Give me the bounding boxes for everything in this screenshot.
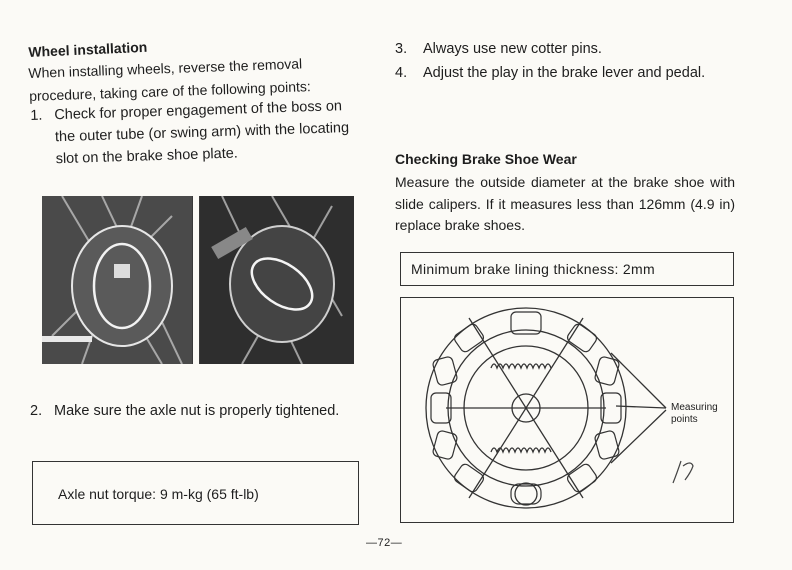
lining-spec-box — [400, 252, 734, 286]
label-line-1: Measuring — [671, 402, 718, 413]
list-text: Always use new cotter pins. — [423, 41, 602, 57]
list-number: 3. — [395, 41, 408, 57]
list-text: Check for proper engagement of the boss on the outer tube (or swing arm) with the locating slot on the brake shoe plate. — [54, 98, 350, 168]
wheel-photo — [42, 196, 354, 364]
list-text: Adjust the play in the brake lever and pedal. — [423, 65, 706, 81]
wheel-photo-illustration — [42, 196, 354, 364]
list-number: 1. — [30, 107, 43, 124]
torque-spec-box — [32, 461, 359, 525]
brake-shoe-heading: Checking Brake Shoe Wear — [395, 151, 577, 167]
label-line-2: points — [671, 414, 698, 425]
list-text: Make sure the axle nut is properly tightened. — [54, 403, 340, 419]
page-number: —72— — [366, 537, 403, 549]
brake-shoe-text: Measure the outside diameter at the brake shoe with slide calipers. If it measures less than 126mm (4.9 in) replace brake shoes. — [395, 174, 735, 233]
lining-spec-text: Minimum brake lining thickness: 2mm — [411, 261, 655, 277]
list-number: 4. — [395, 65, 408, 81]
torque-spec-text: Axle nut torque: 9 m-kg (65 ft-lb) — [58, 486, 259, 502]
measuring-points-label — [671, 402, 718, 426]
brake-shoe-diagram — [400, 297, 734, 523]
wheel-installation-heading: Wheel installation — [28, 38, 148, 60]
list-number: 2. — [30, 403, 43, 419]
intro-text: When installing wheels, reverse the removal procedure, taking care of the following points: — [28, 55, 312, 104]
